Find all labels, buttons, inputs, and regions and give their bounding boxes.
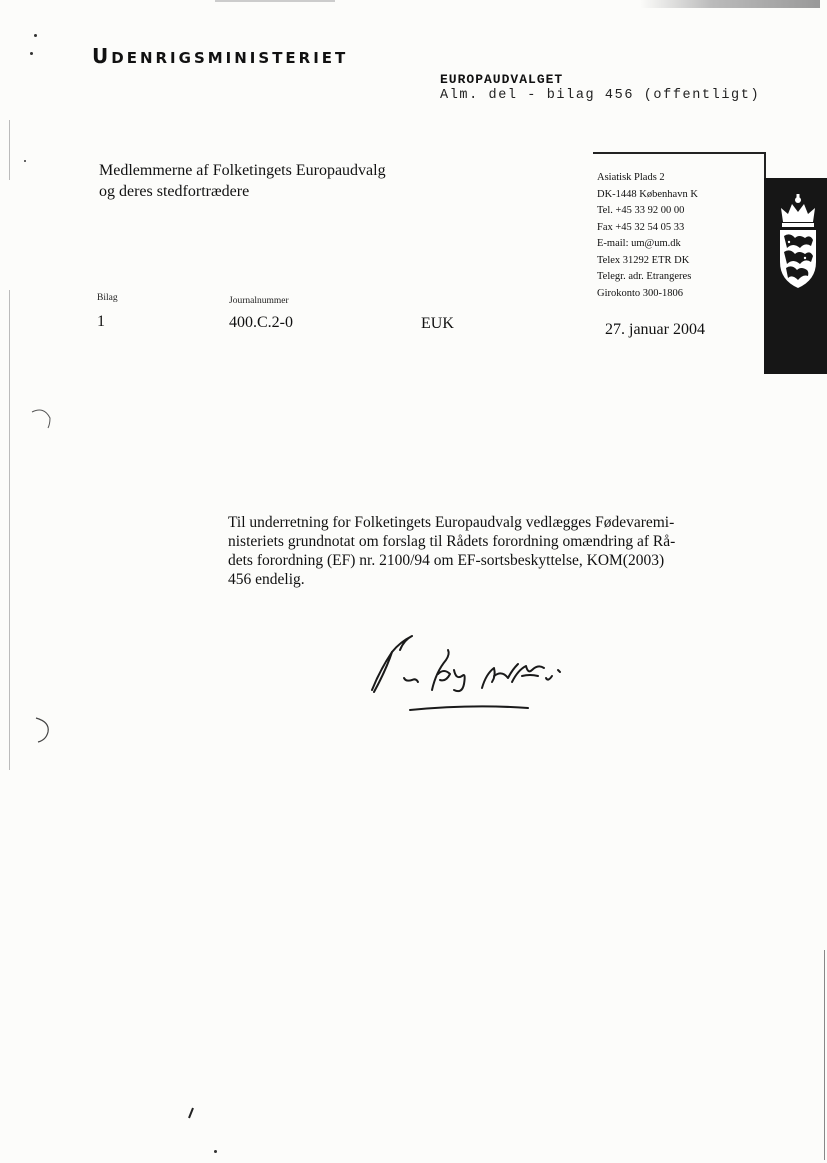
address-street: Asiatisk Plads 2 [597,172,665,183]
address-block [597,170,698,302]
scan-top-line [215,0,335,2]
body-paragraph [228,513,728,589]
journal-label: Journalnummer [229,296,289,306]
punch-hole-top [30,406,54,430]
ministry-name [92,44,348,68]
ministry-rest: DENRIGSMINISTERIET [111,49,349,67]
address-city: DK-1448 København K [597,188,698,200]
punch-hole-bottom [30,716,54,744]
bilag-value: 1 [97,313,105,330]
scan-left-edge [9,120,10,180]
address-giro: Girokonto 300-1806 [597,287,684,299]
body-line: dets forordning (EF) nr. 2100/94 om EF-sortsbeskyttelse, KOM(2003) [228,552,665,569]
address-rule [593,152,765,154]
handwritten-signature [362,630,572,730]
speck [214,1150,217,1153]
speck [30,52,33,55]
body-line: 456 endelig. [228,571,305,588]
letter-date: 27. januar 2004 [605,321,705,338]
scan-left-edge-lower [9,290,10,770]
recipient-line: og deres stedfortrædere [99,183,250,200]
address-telex: Telex 31292 ETR DK [597,254,690,266]
address-telegr: Telegr. adr. Etrangeres [597,271,692,282]
danish-coat-of-arms-icon [775,192,821,292]
ministry-initial: U [92,44,112,68]
scan-right-edge [824,950,825,1160]
bilag-label: Bilag [97,293,118,303]
body-line: nisteriets grundnotat om forslag til Rådets forordning omændring af Rå- [228,533,676,550]
stamp-reference: Alm. del - bilag 456 (offentligt) [440,88,761,103]
stamp-committee: EUROPAUDVALGET [440,72,564,87]
body-line: Til underretning for Folketingets Europaudvalg vedlægges Fødevaremi- [228,514,675,531]
pen-mark [186,1106,196,1120]
speck [24,160,26,162]
journal-value: 400.C.2-0 [229,314,293,331]
address-tel: Tel. +45 33 92 00 00 [597,205,685,216]
scan-top-smudge [640,0,820,8]
speck [34,34,37,37]
address-email: E-mail: um@um.dk [597,238,681,249]
recipient-line: Medlemmerne af Folketingets Europaudvalg [99,162,386,179]
office-code: EUK [421,315,454,332]
address-fax: Fax +45 32 54 05 33 [597,221,685,233]
recipient-block [99,160,386,202]
